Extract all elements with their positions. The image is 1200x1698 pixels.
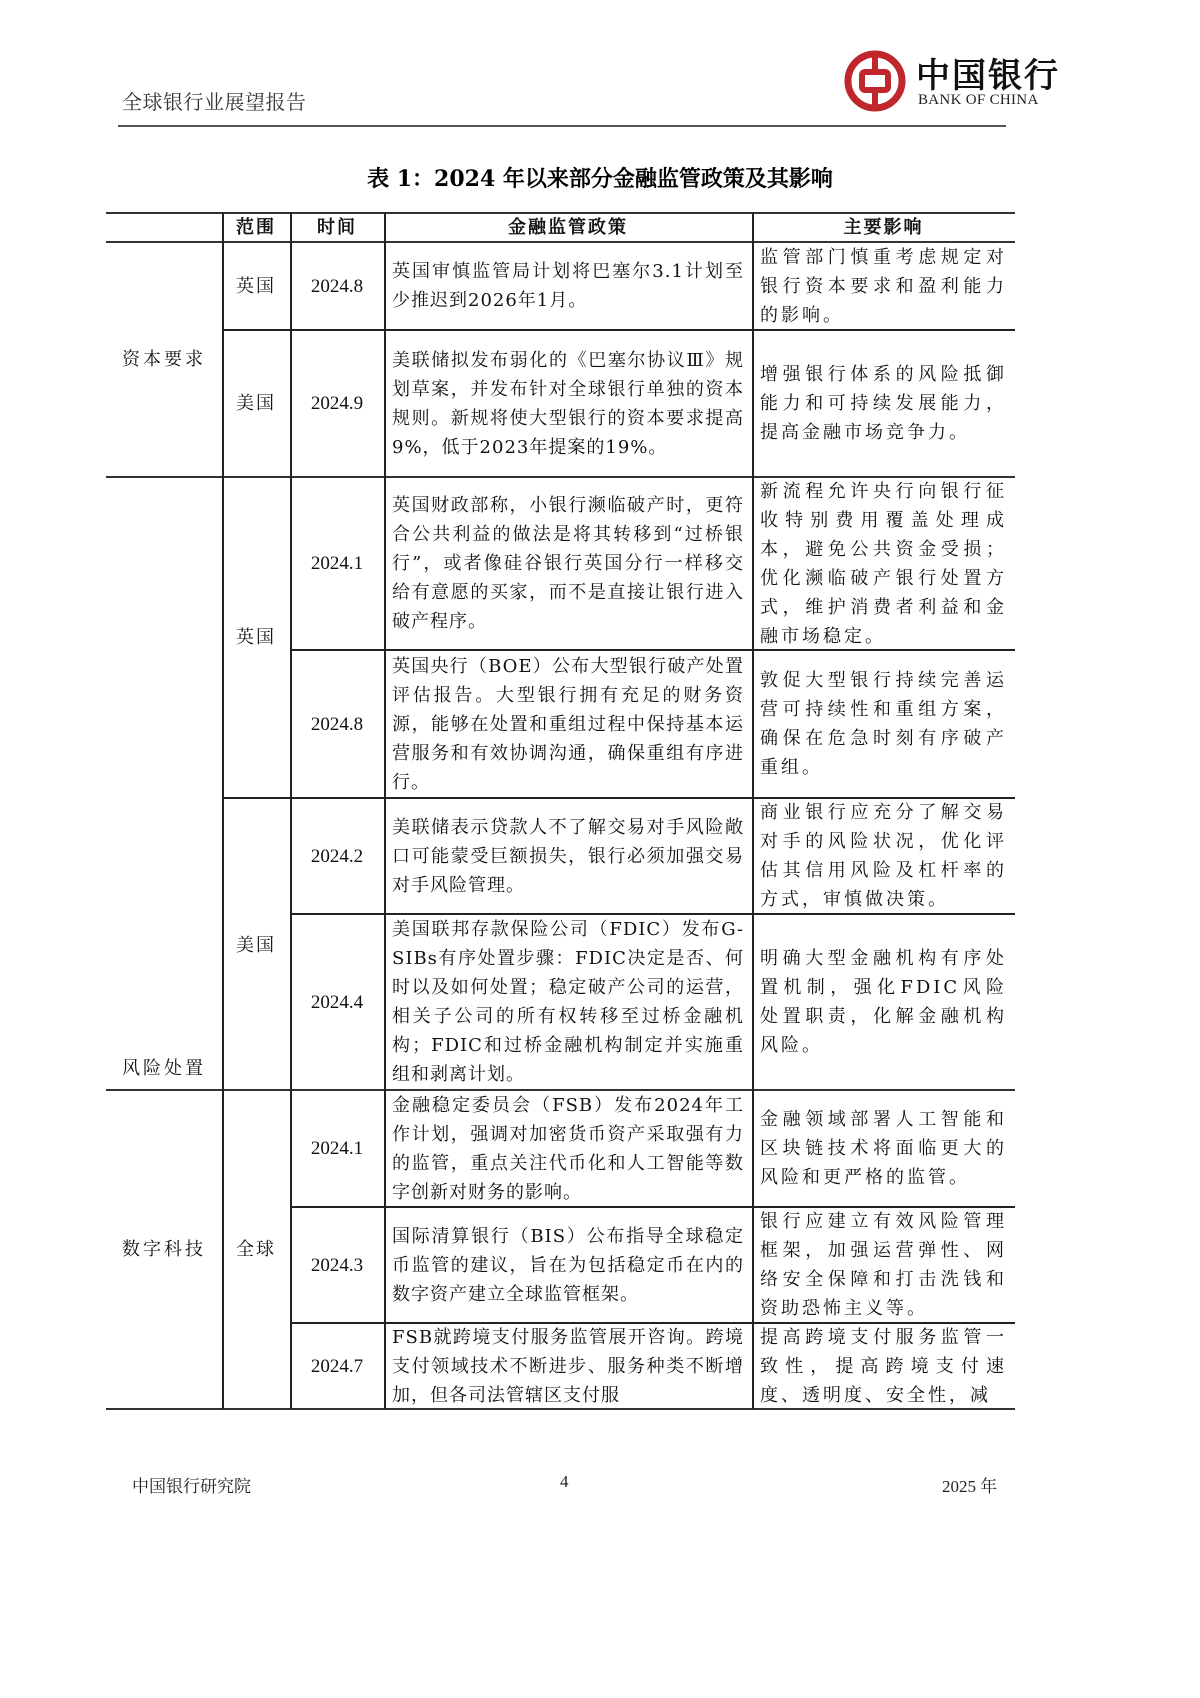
impact-cell: 监管部门慎重考虑规定对银行资本要求和盈利能力的影响。 xyxy=(760,246,1007,326)
table-bottom-rule xyxy=(106,1408,1015,1410)
region-cell: 英国 xyxy=(236,275,276,297)
bank-of-china-emblem-icon xyxy=(844,50,906,112)
impact-cell: 提高跨境支付服务监管一致性，提高跨境支付速度、透明度、安全性，减 xyxy=(760,1326,1007,1406)
date-cell: 2024.2 xyxy=(310,845,364,867)
date-cell: 2024.7 xyxy=(310,1355,364,1377)
policy-cell: 美国联邦存款保险公司（FDIC）发布G-SIBs有序处置步骤：FDIC决定是否、何时以及如何处置；稳定破产公司的运营，相关子公司的所有权转移至过桥金融机构；FDIC和过桥金融机构制定并实施重组和剥离计划。 xyxy=(392,919,744,1085)
date-cell: 2024.9 xyxy=(310,393,364,414)
impact-cell: 金融领域部署人工智能和区块链技术将面临更大的风险和更严格的监管。 xyxy=(760,1109,1007,1188)
policy-cell: 英国央行（BOE）公布大型银行破产处置评估报告。大型银行拥有充足的财务资源，能够在处置和重组过程中保持基本运营服务和有效协调沟通，确保重组有序进行。 xyxy=(392,655,744,793)
policy-cell: 美联储表示贷款人不了解交易对手风险敞口可能蒙受巨额损失，银行必须加强交易对手风险管理。 xyxy=(392,816,744,896)
impact-cell: 增强银行体系的风险抵御能力和可持续发展能力，提高金融市场竞争力。 xyxy=(760,364,1007,443)
policy-cell: 英国财政部称，小银行濒临破产时，更符合公共利益的做法是将其转移到“过桥银行”，或者像硅谷银行英国分行一样移交给有意愿的买家，而不是直接让银行进入破产程序。 xyxy=(392,495,744,632)
column-header-time: 时间 xyxy=(317,217,357,238)
policy-cell: 国际清算银行（BIS）公布指导全球稳定币监管的建议，旨在为包括稳定币在内的数字资产建立全球监管框架。 xyxy=(392,1225,744,1305)
region-cell: 美国 xyxy=(236,935,276,956)
impact-cell: 商业银行应充分了解交易对手的风险状况，优化评估其信用风险及杠杆率的方式，审慎做决策。 xyxy=(760,802,1007,910)
date-cell: 2024.1 xyxy=(310,553,364,574)
column-header-policy: 金融监管政策 xyxy=(508,217,628,238)
logo-english-name: BANK OF CHINA xyxy=(918,92,1039,108)
date-cell: 2024.1 xyxy=(310,1138,364,1159)
footer-institute: 中国银行研究院 xyxy=(132,1477,251,1496)
date-cell: 2024.4 xyxy=(310,991,364,1013)
impact-cell: 新流程允许央行向银行征收特别费用覆盖处理成本，避免公共资金受损；优化濒临破产银行处置方式，维护消费者利益和金融市场稳定。 xyxy=(760,480,1007,647)
impact-cell: 明确大型金融机构有序处置机制，强化FDIC风险处置职责，化解金融机构风险。 xyxy=(760,948,1007,1056)
header-divider xyxy=(118,125,1006,127)
footer-year: 2025 年 xyxy=(942,1477,998,1496)
policy-cell: 英国审慎监管局计划将巴塞尔3.1计划至少推迟到2026年1月。 xyxy=(392,261,744,311)
date-cell: 2024.3 xyxy=(310,1254,364,1276)
column-header-scope: 范围 xyxy=(236,217,276,238)
impact-cell: 银行应建立有效风险管理框架，加强运营弹性、网络安全保障和打击洗钱和资助恐怖主义等。 xyxy=(760,1211,1007,1319)
region-cell: 英国 xyxy=(236,627,276,648)
logo-chinese-name: 中国银行 xyxy=(916,56,1060,96)
region-cell: 美国 xyxy=(236,393,276,414)
category-capital-requirements: 资本要求 xyxy=(122,349,206,370)
report-title: 全球银行业展望报告 xyxy=(122,92,307,114)
policy-cell: 美联储拟发布弱化的《巴塞尔协议Ⅲ》规划草案，并发布针对全球银行单独的资本规则。新规将使大型银行的资本要求提高9%，低于2023年提案的19%。 xyxy=(392,349,744,458)
table-title: 表 1：2024 年以来部分金融监管政策及其影响 xyxy=(367,166,833,192)
category-risk-resolution: 风险处置 xyxy=(122,1058,206,1079)
column-header-impact: 主要影响 xyxy=(843,217,924,238)
policy-table xyxy=(106,212,1015,1410)
date-cell: 2024.8 xyxy=(310,275,364,297)
page-number: 4 xyxy=(560,1472,569,1491)
bank-logo xyxy=(844,50,1094,120)
impact-cell: 敦促大型银行持续完善运营可持续性和重组方案，确保在危急时刻有序破产重组。 xyxy=(760,670,1007,778)
date-cell: 2024.8 xyxy=(310,713,364,735)
policy-cell: 金融稳定委员会（FSB）发布2024年工作计划，强调对加密货币资产采取强有力的监管，重点关注代币化和人工智能等数字创新对财务的影响。 xyxy=(392,1094,744,1203)
policy-cell: FSB就跨境支付服务监管展开咨询。跨境支付领域技术不断进步、服务种类不断增加，但各司法管辖区支付服 xyxy=(392,1326,744,1406)
region-cell: 全球 xyxy=(236,1239,276,1260)
category-digital-tech: 数字科技 xyxy=(122,1239,206,1260)
